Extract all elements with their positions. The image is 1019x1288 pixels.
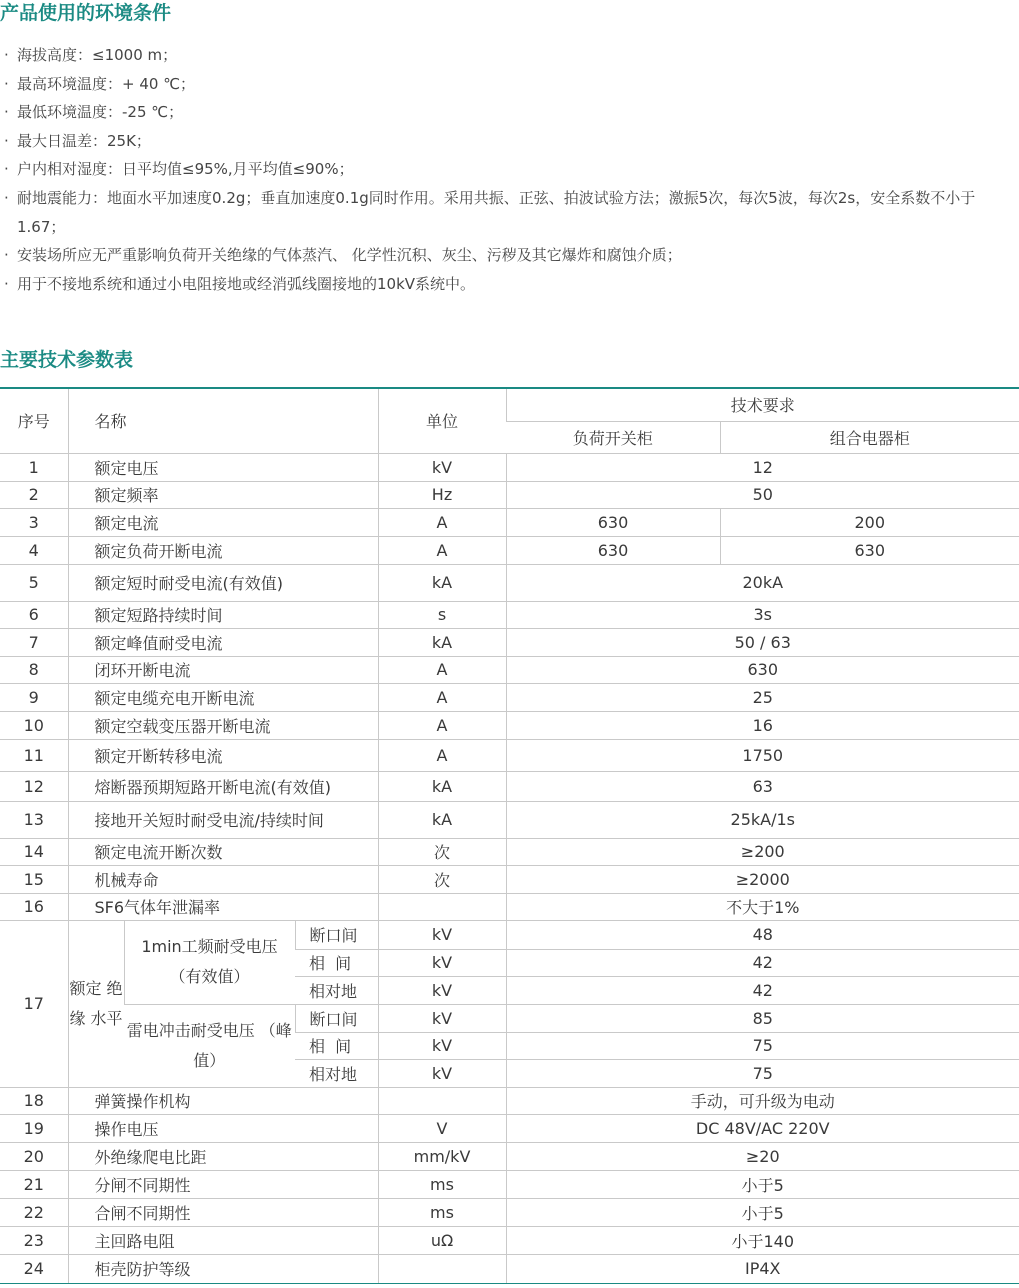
parameter-value: 16 [506, 711, 1019, 739]
power-frequency-withstand-label: 1min工频耐受电压 （有效值） [124, 920, 295, 1004]
table-row [0, 920, 1019, 949]
parameter-value: 630 [506, 656, 1019, 683]
table-row [0, 1004, 1019, 1032]
section-title-parameters: 主要技术参数表 [0, 349, 134, 371]
value-combined: 630 [720, 536, 1019, 564]
row-number: 5 [0, 564, 68, 601]
list-item: · 最大日温差：25K； [4, 127, 1016, 156]
parameter-value: ≥2000 [506, 865, 1019, 893]
row-number: 14 [0, 838, 68, 865]
measurement-position: 相对地 [295, 976, 378, 1004]
parameter-unit: Hz [378, 481, 506, 508]
header-unit: 单位 [378, 388, 506, 453]
parameter-value: 小于5 [506, 1170, 1019, 1198]
environment-conditions-list [4, 41, 1016, 298]
parameter-unit: kV [378, 453, 506, 481]
value-combined: 200 [720, 508, 1019, 536]
parameter-name: 额定短路持续时间 [68, 601, 378, 628]
parameter-name: 额定电流 [68, 508, 378, 536]
parameter-name: 额定电缆充电开断电流 [68, 683, 378, 711]
table-row [0, 1254, 1019, 1283]
row-number: 16 [0, 893, 68, 920]
header-requirements: 技术要求 [506, 388, 1019, 421]
parameter-value: 75 [506, 1032, 1019, 1059]
parameter-unit: A [378, 683, 506, 711]
value-load-switch: 630 [506, 536, 720, 564]
row-number: 10 [0, 711, 68, 739]
section-title-environment: 产品使用的环境条件 [0, 2, 172, 24]
row-number: 6 [0, 601, 68, 628]
parameter-unit: kV [378, 1032, 506, 1059]
parameter-unit: kA [378, 771, 506, 801]
table-row [0, 838, 1019, 865]
parameter-name: 操作电压 [68, 1114, 378, 1142]
parameter-value: 42 [506, 976, 1019, 1004]
parameter-name: 额定开断转移电流 [68, 739, 378, 771]
parameter-unit [378, 893, 506, 920]
parameter-unit: ms [378, 1198, 506, 1226]
row-number: 18 [0, 1087, 68, 1114]
parameter-unit [378, 1087, 506, 1114]
parameter-unit: kV [378, 1059, 506, 1087]
table-row [0, 508, 1019, 536]
parameter-name: 额定电流开断次数 [68, 838, 378, 865]
parameter-name: 闭环开断电流 [68, 656, 378, 683]
parameter-name: 分闸不同期性 [68, 1170, 378, 1198]
parameter-name: 合闸不同期性 [68, 1198, 378, 1226]
parameter-value: 20kA [506, 564, 1019, 601]
parameter-unit: A [378, 711, 506, 739]
parameter-value: 12 [506, 453, 1019, 481]
parameter-unit: kA [378, 801, 506, 838]
parameter-unit: A [378, 656, 506, 683]
parameter-unit: A [378, 508, 506, 536]
header-load-switch-cabinet: 负荷开关柜 [506, 421, 720, 453]
parameter-value: 3s [506, 601, 1019, 628]
table-row [0, 1198, 1019, 1226]
parameter-name: 额定空载变压器开断电流 [68, 711, 378, 739]
parameter-unit: 次 [378, 838, 506, 865]
row-number: 23 [0, 1226, 68, 1254]
row-number: 4 [0, 536, 68, 564]
row-number: 11 [0, 739, 68, 771]
parameter-name: 熔断器预期短路开断电流(有效值) [68, 771, 378, 801]
parameter-value: 63 [506, 771, 1019, 801]
table-row [0, 628, 1019, 656]
parameter-value: 小于5 [506, 1198, 1019, 1226]
parameter-name: 外绝缘爬电比距 [68, 1142, 378, 1170]
parameter-value: 48 [506, 920, 1019, 949]
parameter-name: 柜壳防护等级 [68, 1254, 378, 1283]
table-row [0, 1114, 1019, 1142]
header-no: 序号 [0, 388, 68, 453]
parameter-name: 额定短时耐受电流(有效值) [68, 564, 378, 601]
parameter-value: 25 [506, 683, 1019, 711]
row-number: 12 [0, 771, 68, 801]
parameters-table [0, 387, 1019, 1284]
list-item: · 最低环境温度：-25 ℃； [4, 98, 1016, 127]
parameter-name: 额定峰值耐受电流 [68, 628, 378, 656]
table-row [0, 601, 1019, 628]
parameter-name: 接地开关短时耐受电流/持续时间 [68, 801, 378, 838]
row-number: 8 [0, 656, 68, 683]
parameter-unit: A [378, 739, 506, 771]
parameter-name: 额定频率 [68, 481, 378, 508]
table-header-row [0, 388, 1019, 421]
table-row [0, 683, 1019, 711]
parameter-unit: s [378, 601, 506, 628]
row-number: 21 [0, 1170, 68, 1198]
table-row [0, 1170, 1019, 1198]
parameter-unit: A [378, 536, 506, 564]
parameter-value: 不大于1% [506, 893, 1019, 920]
row-number: 17 [0, 920, 68, 1087]
measurement-position: 断口间 [295, 920, 378, 949]
table-row [0, 711, 1019, 739]
parameter-unit: 次 [378, 865, 506, 893]
table-row [0, 1226, 1019, 1254]
parameter-unit: kV [378, 949, 506, 976]
parameter-name: 主回路电阻 [68, 1226, 378, 1254]
list-item: · 耐地震能力：地面水平加速度0.2g；垂直加速度0.1g同时作用。采用共振、正弦、拍波试验方法；激振5次，每次5波，每次2s，安全系数不小于1.67； [4, 184, 1016, 241]
list-item: · 户内相对湿度：日平均值≤95%,月平均值≤90%； [4, 155, 1016, 184]
parameter-unit: kV [378, 920, 506, 949]
parameter-value: ≥20 [506, 1142, 1019, 1170]
row-number: 7 [0, 628, 68, 656]
parameter-value: 小于140 [506, 1226, 1019, 1254]
table-row [0, 536, 1019, 564]
header-name: 名称 [68, 388, 378, 453]
table-row [0, 893, 1019, 920]
parameter-value: ≥200 [506, 838, 1019, 865]
table-row [0, 656, 1019, 683]
parameter-unit: kV [378, 1004, 506, 1032]
table-row [0, 801, 1019, 838]
row-number: 13 [0, 801, 68, 838]
parameter-value: 手动，可升级为电动 [506, 1087, 1019, 1114]
parameter-value: IP4X [506, 1254, 1019, 1283]
parameter-unit: kV [378, 976, 506, 1004]
value-load-switch: 630 [506, 508, 720, 536]
table-row [0, 564, 1019, 601]
row-number: 9 [0, 683, 68, 711]
table-row [0, 739, 1019, 771]
measurement-position: 相对地 [295, 1059, 378, 1087]
list-item: · 安装场所应无严重影响负荷开关绝缘的气体蒸汽、 化学性沉积、灰尘、污秽及其它爆炸和腐蚀介质； [4, 241, 1016, 270]
list-item: · 用于不接地系统和通过小电阻接地或经消弧线圈接地的10kV系统中。 [4, 270, 1016, 299]
parameter-unit: uΩ [378, 1226, 506, 1254]
table-row [0, 481, 1019, 508]
lightning-impulse-withstand-label: 雷电冲击耐受电压 （峰值） [124, 1004, 295, 1087]
table-row [0, 1087, 1019, 1114]
parameter-unit: kA [378, 564, 506, 601]
parameter-name: 机械寿命 [68, 865, 378, 893]
insulation-level-label: 额定 绝缘 水平 [68, 920, 124, 1087]
row-number: 15 [0, 865, 68, 893]
parameter-unit [378, 1254, 506, 1283]
parameter-value: 50 / 63 [506, 628, 1019, 656]
row-number: 2 [0, 481, 68, 508]
parameter-unit: V [378, 1114, 506, 1142]
table-row [0, 865, 1019, 893]
row-number: 3 [0, 508, 68, 536]
table-row [0, 771, 1019, 801]
parameter-value: 25kA/1s [506, 801, 1019, 838]
row-number: 19 [0, 1114, 68, 1142]
parameter-value: DC 48V/AC 220V [506, 1114, 1019, 1142]
parameter-unit: kA [378, 628, 506, 656]
parameter-value: 1750 [506, 739, 1019, 771]
parameter-value: 42 [506, 949, 1019, 976]
parameter-unit: mm/kV [378, 1142, 506, 1170]
table-row [0, 1142, 1019, 1170]
parameter-name: 弹簧操作机构 [68, 1087, 378, 1114]
measurement-position: 断口间 [295, 1004, 378, 1032]
list-item: · 最高环境温度：+ 40 ℃； [4, 70, 1016, 99]
measurement-position: 相 间 [295, 949, 378, 976]
parameter-value: 75 [506, 1059, 1019, 1087]
row-number: 22 [0, 1198, 68, 1226]
row-number: 1 [0, 453, 68, 481]
row-number: 24 [0, 1254, 68, 1283]
parameter-unit: ms [378, 1170, 506, 1198]
row-number: 20 [0, 1142, 68, 1170]
measurement-position: 相 间 [295, 1032, 378, 1059]
parameter-name: SF6气体年泄漏率 [68, 893, 378, 920]
parameter-name: 额定电压 [68, 453, 378, 481]
parameter-name: 额定负荷开断电流 [68, 536, 378, 564]
header-combined-cabinet: 组合电器柜 [720, 421, 1019, 453]
parameter-value: 50 [506, 481, 1019, 508]
list-item: · 海拔高度：≤1000 m； [4, 41, 1016, 70]
table-row [0, 453, 1019, 481]
parameter-value: 85 [506, 1004, 1019, 1032]
